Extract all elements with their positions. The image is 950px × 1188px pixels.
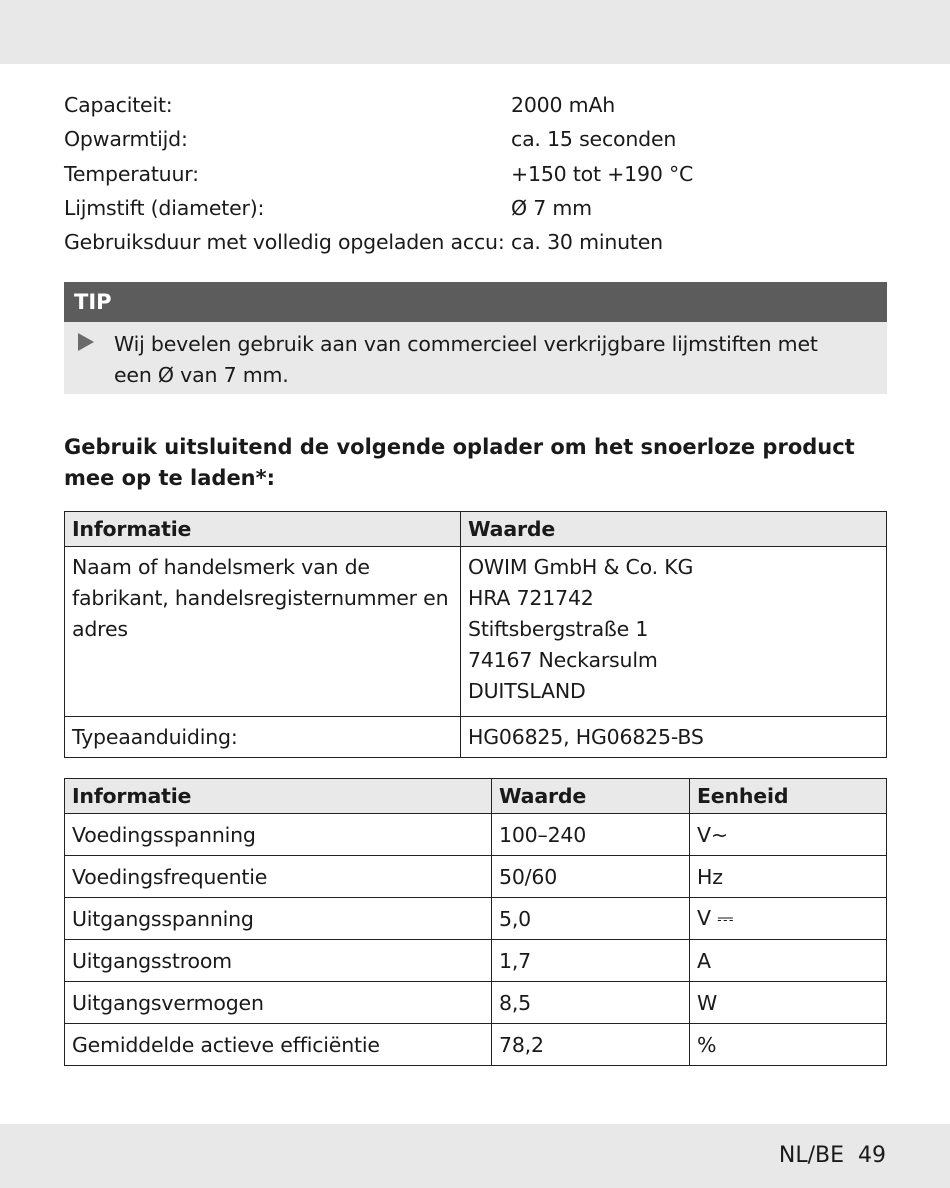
table-cell: 78,2 bbox=[492, 1024, 690, 1066]
page-number: 49 bbox=[858, 1143, 886, 1168]
spec-row bbox=[64, 122, 886, 156]
table-cell bbox=[461, 547, 887, 717]
table-row bbox=[65, 547, 887, 717]
spec-label: Opwarmtijd: bbox=[64, 127, 188, 152]
table-cell: % bbox=[690, 1024, 887, 1066]
spec-row bbox=[64, 88, 886, 122]
column-header: Informatie bbox=[65, 512, 461, 547]
value-line: Stiftsbergstraße 1 bbox=[468, 617, 649, 641]
value-line: 74167 Neckarsulm bbox=[468, 648, 658, 672]
spec-label: Capaciteit: bbox=[64, 93, 173, 118]
table-cell: Gemiddelde actieve efficiëntie bbox=[65, 1024, 492, 1066]
column-header: Informatie bbox=[65, 779, 492, 814]
table-row bbox=[65, 814, 887, 856]
tip-body bbox=[64, 322, 887, 394]
spec-value: Ø 7 mm bbox=[511, 196, 592, 221]
spec-list bbox=[64, 88, 886, 259]
tip-text: Wij bevelen gebruik aan van commercieel verkrijgbare lijmstiften met een Ø van 7 mm. bbox=[114, 332, 818, 387]
table-header-row bbox=[65, 779, 887, 814]
triangle-right-icon bbox=[78, 333, 94, 351]
spec-label: Lijmstift (diameter): bbox=[64, 196, 265, 221]
table-row bbox=[65, 940, 887, 982]
spec-row bbox=[64, 157, 886, 191]
table-cell: W bbox=[690, 982, 887, 1024]
header-band bbox=[0, 0, 950, 64]
spec-value: ca. 30 minuten bbox=[511, 230, 663, 255]
table-cell: Uitgangsvermogen bbox=[65, 982, 492, 1024]
spec-row bbox=[64, 191, 886, 225]
table-cell: Uitgangsstroom bbox=[65, 940, 492, 982]
spec-value: 2000 mAh bbox=[511, 93, 616, 118]
table-cell: HG06825, HG06825-BS bbox=[461, 717, 887, 758]
table-row bbox=[65, 898, 887, 940]
column-header: Waarde bbox=[461, 512, 887, 547]
table-cell: 5,0 bbox=[492, 898, 690, 940]
manufacturer-table bbox=[64, 511, 887, 758]
table-cell: Voedingsspanning bbox=[65, 814, 492, 856]
table-row bbox=[65, 982, 887, 1024]
table-row bbox=[65, 1024, 887, 1066]
table-header-row bbox=[65, 512, 887, 547]
spec-label: Temperatuur: bbox=[64, 161, 199, 186]
column-header: Waarde bbox=[492, 779, 690, 814]
tip-title: TIP bbox=[64, 282, 887, 322]
value-line: OWIM GmbH & Co. KG bbox=[468, 555, 694, 579]
table-cell: Voedingsfrequentie bbox=[65, 856, 492, 898]
table-cell: Typeaanduiding: bbox=[65, 717, 461, 758]
spec-row bbox=[64, 225, 886, 259]
charger-intro: Gebruik uitsluitend de volgende oplader om het snoerloze product mee op te laden*: bbox=[64, 435, 855, 490]
charger-specs-table bbox=[64, 778, 887, 1066]
table-cell: 8,5 bbox=[492, 982, 690, 1024]
page-footer bbox=[779, 1143, 886, 1168]
spec-label: Gebruiksduur met volledig opgeladen accu: bbox=[64, 230, 505, 255]
table-row bbox=[65, 856, 887, 898]
table-cell: 100–240 bbox=[492, 814, 690, 856]
table-cell: Hz bbox=[690, 856, 887, 898]
value-line: DUITSLAND bbox=[468, 679, 586, 703]
value-line: HRA 721742 bbox=[468, 586, 594, 610]
column-header: Eenheid bbox=[690, 779, 887, 814]
table-cell: 50/60 bbox=[492, 856, 690, 898]
table-cell: A bbox=[690, 940, 887, 982]
table-cell: V~ bbox=[690, 814, 887, 856]
locale-label: NL/BE bbox=[778, 1143, 844, 1168]
table-cell: 1,7 bbox=[492, 940, 690, 982]
table-cell: Naam of handelsmerk van de fabrikant, handelsregisternummer en adres bbox=[65, 547, 461, 717]
table-cell: Uitgangsspanning bbox=[65, 898, 492, 940]
tip-box bbox=[64, 282, 887, 394]
spec-value: ca. 15 seconden bbox=[511, 127, 677, 152]
table-row bbox=[65, 717, 887, 758]
spec-value: +150 tot +190 °C bbox=[511, 161, 694, 186]
table-cell: V ⎓ bbox=[690, 898, 887, 940]
